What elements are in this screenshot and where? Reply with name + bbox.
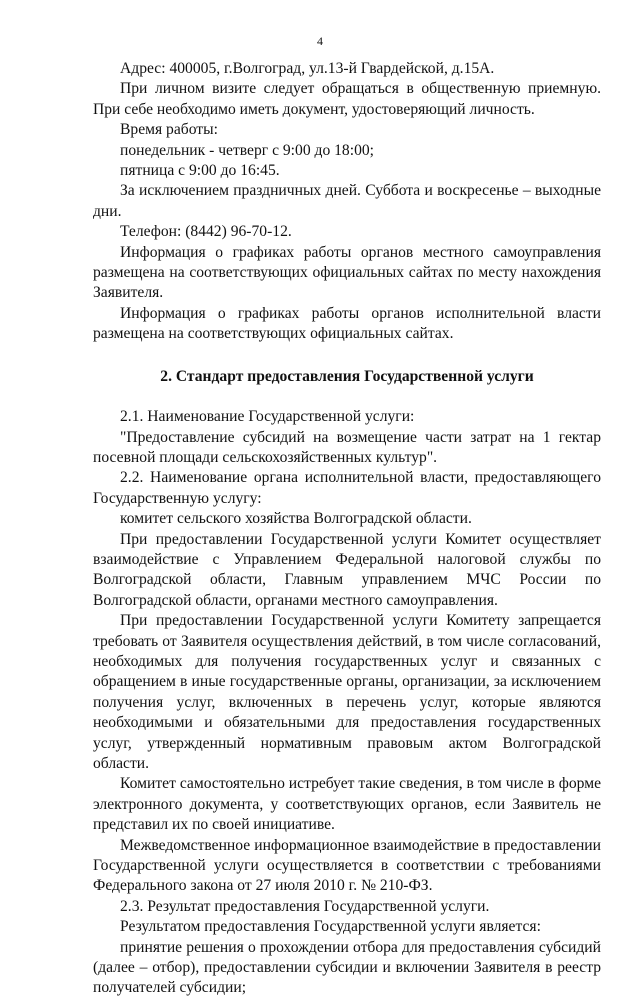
section-heading: 2. Стандарт предоставления Государственной услуги <box>160 367 534 385</box>
section-paragraph: принятие решения о прохождении отбора для предоставления субсидий (далее – отбор), предоставлении субсидии и включении Заявителя в реестр получателей субсидии; <box>93 938 601 997</box>
local-gov-info-paragraph: Информация о графиках работы органов местного самоуправления размещена на соответствующих официальных сайтах по месту нахождения Заявителя. <box>93 243 601 302</box>
section-paragraph: комитет сельского хозяйства Волгоградской области. <box>120 510 472 528</box>
work-hours-label: Время работы: <box>120 121 218 139</box>
section-paragraph: "Предоставление субсидий на возмещение части затрат на 1 гектар посевной площади сельскохозяйственных культур". <box>93 428 601 466</box>
work-hours-mon-thu: понедельник - четверг с 9:00 до 18:00; <box>120 141 374 159</box>
address-paragraph: Адрес: 400005, г.Волгоград, ул.13-й Гвардейской, д.15А. <box>120 60 495 77</box>
section-paragraph: При предоставлении Государственной услуги Комитету запрещается требовать от Заявителя осуществления действий, в том числе согласований, необходимых для получения государственных услуг и связанных с обращением в иные государственные органы, организации, за исключением получения услуг, включенных в перечень услуг, которые являются необходимыми и обязательными для предоставления государственных услуг, утвержденный нормативным правовым актом Волгоградской области. <box>93 612 601 772</box>
visit-paragraph: При личном визите следует обращаться в общественную приемную. При себе необходимо иметь документ, удостоверяющий личность. <box>93 80 601 118</box>
section-paragraph: Комитет самостоятельно истребует такие сведения, в том числе в форме электронного документа, у соответствующих органов, если Заявитель не представил их по своей инициативе. <box>93 775 601 834</box>
section-paragraph: 2.3. Результат предоставления Государственной услуги. <box>120 897 490 915</box>
section-paragraph: Межведомственное информационное взаимодействие в предоставлении Государственной услуги осуществляется в соответствии с требованиями Федерального закона от 27 июля 2010 г. № 210-ФЗ. <box>93 836 601 895</box>
section-paragraph: 2.2. Наименование органа исполнительной власти, предоставляющего Государственную услугу: <box>93 469 601 507</box>
section-paragraph: При предоставлении Государственной услуги Комитет осуществляет взаимодействие с Управлением Федеральной налоговой службы по Волгоградской области, Главным управлением МЧС России по Волгоградской области, органами местного самоуправления. <box>93 530 601 609</box>
page-number: 4 <box>317 34 323 48</box>
section-paragraph: 2.1. Наименование Государственной услуги: <box>120 408 415 426</box>
exec-gov-info-paragraph: Информация о графиках работы органов исполнительной власти размещена на соответствующих официальных сайтах. <box>93 304 601 343</box>
work-hours-fri: пятница с 9:00 до 16:45. <box>120 162 280 180</box>
phone-paragraph: Телефон: (8442) 96-70-12. <box>120 223 292 241</box>
holidays-paragraph: За исключением праздничных дней. Суббота и воскресенье – выходные дни. <box>93 182 601 220</box>
section-paragraph: Результатом предоставления Государственной услуги является: <box>120 918 541 936</box>
document-body <box>93 59 601 999</box>
